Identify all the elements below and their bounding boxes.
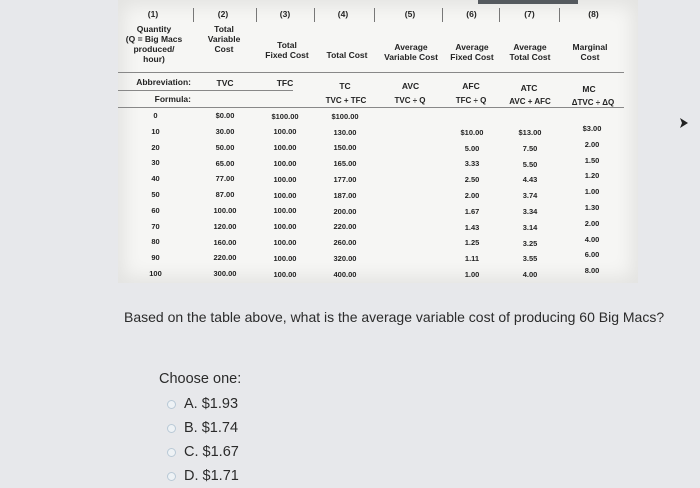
table-cell-q: 40 [151, 174, 160, 184]
table-cell-atc: $13.00 [518, 128, 542, 138]
formula-label: Formula: [154, 94, 191, 104]
table-cell-tvc: $0.00 [215, 111, 235, 121]
cost-table-image [118, 0, 638, 283]
table-cell-tfc: 100.00 [273, 190, 297, 200]
col-name-tvc: Total Variable Cost [207, 24, 241, 54]
table-cell-tc: 400.00 [333, 269, 357, 279]
col-name-tc: Total Cost [326, 50, 368, 60]
table-cell-tfc: 100.00 [273, 237, 297, 247]
table-cell-tc: 200.00 [333, 206, 357, 216]
col-number: (7) [524, 9, 535, 19]
col-number: (4) [337, 9, 349, 19]
table-cell-tc: $100.00 [331, 111, 359, 121]
table-cell-afc: 1.67 [464, 206, 480, 216]
radio-icon[interactable] [167, 424, 176, 433]
table-cell-mc: 1.00 [584, 187, 600, 197]
col-number: (1) [147, 9, 159, 19]
abbr-tvc: TVC [216, 78, 234, 88]
col-name-mc: Marginal Cost [572, 42, 608, 62]
table-cell-q: 90 [151, 253, 160, 263]
col-number: (8) [588, 9, 599, 19]
table-cell-q: 70 [151, 221, 160, 231]
table-cell-tvc: 30.00 [215, 127, 235, 137]
table-cell-tfc: 100.00 [273, 206, 297, 216]
table-cell-tvc: 220.00 [213, 253, 237, 263]
table-cell-tc: 165.00 [333, 159, 357, 169]
table-cell-tvc: 50.00 [215, 142, 235, 152]
table-cell-mc: 1.30 [584, 203, 600, 212]
col-name-quantity: Quantity (Q = Big Macs produced/ hour) [125, 24, 183, 64]
radio-icon[interactable] [167, 448, 176, 457]
abbr-mc: MC [582, 84, 596, 94]
table-cell-tc: 260.00 [333, 238, 357, 248]
col-number: (3) [279, 9, 291, 19]
table-cell-mc: 6.00 [584, 250, 600, 260]
table-cell-tfc: 100.00 [273, 222, 297, 232]
table-cell-tc: 177.00 [333, 174, 357, 184]
table-cell-atc: 3.14 [522, 222, 538, 232]
table-cell-tvc: 65.00 [215, 158, 235, 168]
abbr-afc: AFC [462, 81, 480, 91]
abbreviation-label: Abbreviation: [136, 77, 191, 87]
table-cell-mc: 1.50 [584, 155, 600, 165]
table-cell-mc: 4.00 [584, 234, 600, 244]
table-cell-tfc: 100.00 [273, 127, 297, 137]
table-cell-q: 0 [153, 111, 158, 120]
radio-icon[interactable] [167, 400, 176, 409]
table-cell-afc: 2.50 [464, 175, 480, 185]
table-cell-atc: 7.50 [522, 143, 538, 153]
table-cell-atc: 3.74 [522, 191, 538, 201]
table-cell-mc: 8.00 [584, 266, 600, 276]
table-cell-afc: 1.11 [464, 254, 480, 264]
table-cell-atc: 5.50 [522, 159, 538, 169]
table-cell-q: 80 [151, 237, 160, 247]
table-cell-tfc: 100.00 [273, 269, 297, 279]
table-cell-atc: 4.43 [522, 175, 538, 185]
abbr-tfc: TFC [276, 78, 294, 88]
table-cell-q: 60 [151, 205, 160, 215]
formula-mc: ΔTVC ÷ ΔQ [571, 98, 615, 107]
table-cell-mc: $3.00 [582, 124, 602, 133]
table-cell-afc: 5.00 [464, 143, 480, 153]
col-name-afc: Average Fixed Cost [450, 42, 494, 62]
table-cell-tc: 150.00 [333, 143, 357, 153]
table-cell-tfc: 100.00 [273, 143, 297, 153]
table-cell-q: 50 [151, 190, 160, 199]
table-cell-mc: 2.00 [584, 218, 600, 228]
table-cell-q: 30 [151, 158, 160, 168]
option-c[interactable]: C. $1.67 [167, 442, 239, 462]
question-text: Based on the table above, what is the average variable cost of producing 60 Big Macs? [124, 309, 665, 325]
abbr-avc: AVC [401, 81, 420, 91]
table-cell-atc: 3.34 [522, 207, 538, 217]
table-cell-tc: 130.00 [333, 127, 357, 137]
formula-atc: AVC + AFC [509, 97, 551, 106]
table-cell-tvc: 87.00 [215, 190, 235, 200]
option-d[interactable]: D. $1.71 [167, 466, 239, 486]
table-cell-tvc: 300.00 [213, 269, 237, 279]
table-cell-afc: 2.00 [464, 191, 480, 200]
table-cell-tc: 187.00 [333, 190, 357, 200]
abbr-atc: ATC [520, 83, 538, 93]
table-cell-tfc: $100.00 [271, 111, 299, 121]
table-cell-tfc: 100.00 [273, 174, 297, 184]
option-a[interactable]: A. $1.93 [167, 394, 238, 414]
col-number: (5) [404, 9, 416, 19]
table-cell-tvc: 160.00 [213, 237, 237, 247]
table-cell-q: 20 [151, 142, 160, 152]
table-cell-q: 10 [151, 126, 160, 136]
radio-icon[interactable] [167, 472, 176, 481]
cursor-icon [680, 118, 688, 128]
table-cell-tvc: 100.00 [213, 206, 237, 216]
table-cell-afc: 3.33 [464, 159, 480, 169]
abbr-tc: TC [339, 81, 351, 91]
table-cell-afc: 1.43 [464, 222, 480, 232]
option-b[interactable]: B. $1.74 [167, 418, 238, 438]
table-cell-afc: $10.00 [460, 127, 484, 137]
photo-dark-edge [478, 0, 578, 4]
formula-afc: TFC ÷ Q [455, 96, 487, 105]
table-cell-tc: 320.00 [333, 253, 357, 263]
col-number: (6) [466, 9, 477, 19]
col-name-tfc: Total Fixed Cost [265, 40, 309, 60]
table-cell-mc: 2.00 [584, 139, 600, 149]
table-cell-q: 100 [149, 269, 162, 278]
table-cell-afc: 1.00 [464, 270, 480, 279]
col-name-atc: Average Total Cost [509, 42, 551, 62]
table-cell-atc: 3.25 [522, 238, 538, 248]
formula-tc: TVC + TFC [325, 96, 367, 105]
table-cell-afc: 1.25 [464, 238, 480, 248]
col-number: (2) [217, 9, 229, 19]
choose-one-label: Choose one: [159, 371, 242, 387]
col-name-avc: Average Variable Cost [384, 42, 438, 62]
table-cell-mc: 1.20 [584, 171, 600, 181]
table-cell-tvc: 77.00 [215, 174, 235, 184]
table-cell-tfc: 100.00 [273, 158, 297, 168]
table-cell-tc: 220.00 [333, 222, 357, 232]
formula-avc: TVC ÷ Q [394, 96, 426, 105]
table-cell-tfc: 100.00 [273, 253, 297, 263]
table-cell-tvc: 120.00 [213, 221, 237, 231]
table-cell-atc: 4.00 [522, 270, 538, 280]
table-cell-atc: 3.55 [522, 254, 538, 264]
